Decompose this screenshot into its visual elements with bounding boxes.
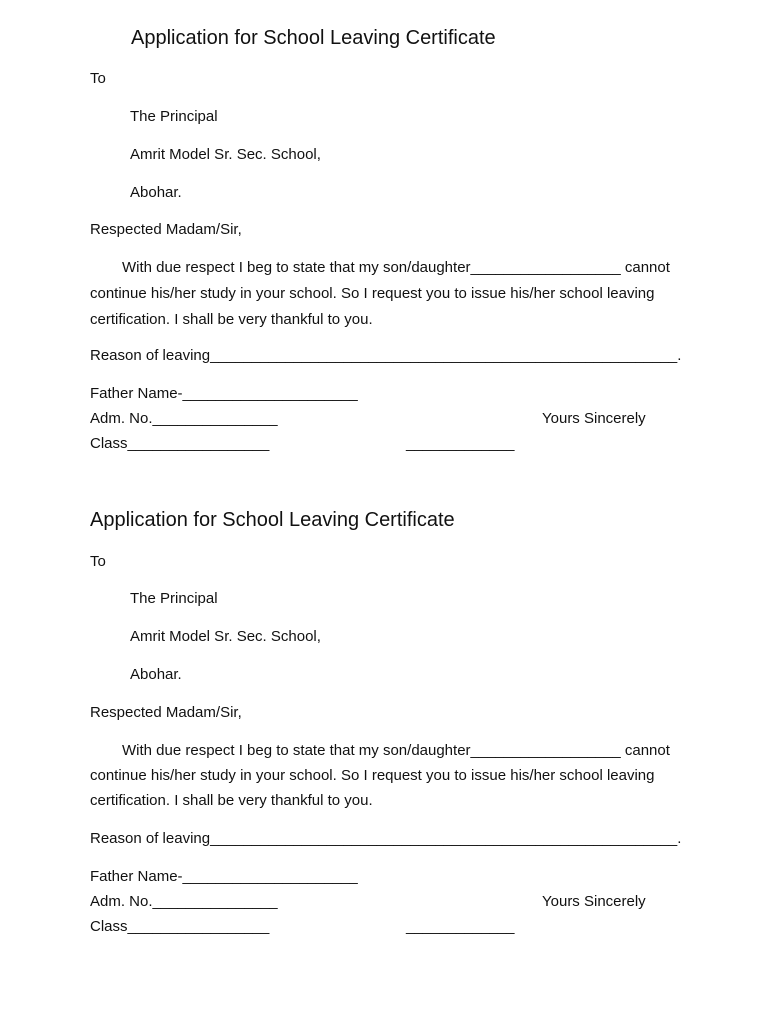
signature-line: _____________ <box>406 918 515 935</box>
letter-title: Application for School Leaving Certificate <box>131 27 496 49</box>
letter-title: Application for School Leaving Certificate <box>90 509 455 531</box>
class-field: Class_________________ <box>90 435 270 452</box>
addressee-line: Abohar. <box>130 666 182 683</box>
addressee-line: The Principal <box>130 590 218 607</box>
closing: Yours Sincerely <box>542 410 646 427</box>
father-name-field: Father Name-_____________________ <box>90 868 358 885</box>
closing: Yours Sincerely <box>542 893 646 910</box>
adm-no-field: Adm. No._______________ <box>90 893 278 910</box>
body-line: certification. I shall be very thankful to you. <box>90 311 373 328</box>
addressee-line: The Principal <box>130 108 218 125</box>
addressee-line: Amrit Model Sr. Sec. School, <box>130 628 321 645</box>
body-line: With due respect I beg to state that my son/daughter__________________ cannot <box>122 259 670 276</box>
body-line: certification. I shall be very thankful to you. <box>90 792 373 809</box>
body-line: continue his/her study in your school. So I request you to issue his/her school leaving <box>90 285 655 302</box>
salutation: Respected Madam/Sir, <box>90 221 242 238</box>
signature-line: _____________ <box>406 435 515 452</box>
father-name-field: Father Name-_____________________ <box>90 385 358 402</box>
class-field: Class_________________ <box>90 918 270 935</box>
body-line: continue his/her study in your school. So I request you to issue his/her school leaving <box>90 767 655 784</box>
to-label: To <box>90 70 106 87</box>
salutation: Respected Madam/Sir, <box>90 704 242 721</box>
adm-no-field: Adm. No._______________ <box>90 410 278 427</box>
addressee-line: Amrit Model Sr. Sec. School, <box>130 146 321 163</box>
reason-field: Reason of leaving________________________________________________________. <box>90 347 682 364</box>
body-line: With due respect I beg to state that my son/daughter__________________ cannot <box>122 742 670 759</box>
addressee-line: Abohar. <box>130 184 182 201</box>
to-label: To <box>90 553 106 570</box>
reason-field: Reason of leaving________________________________________________________. <box>90 830 682 847</box>
